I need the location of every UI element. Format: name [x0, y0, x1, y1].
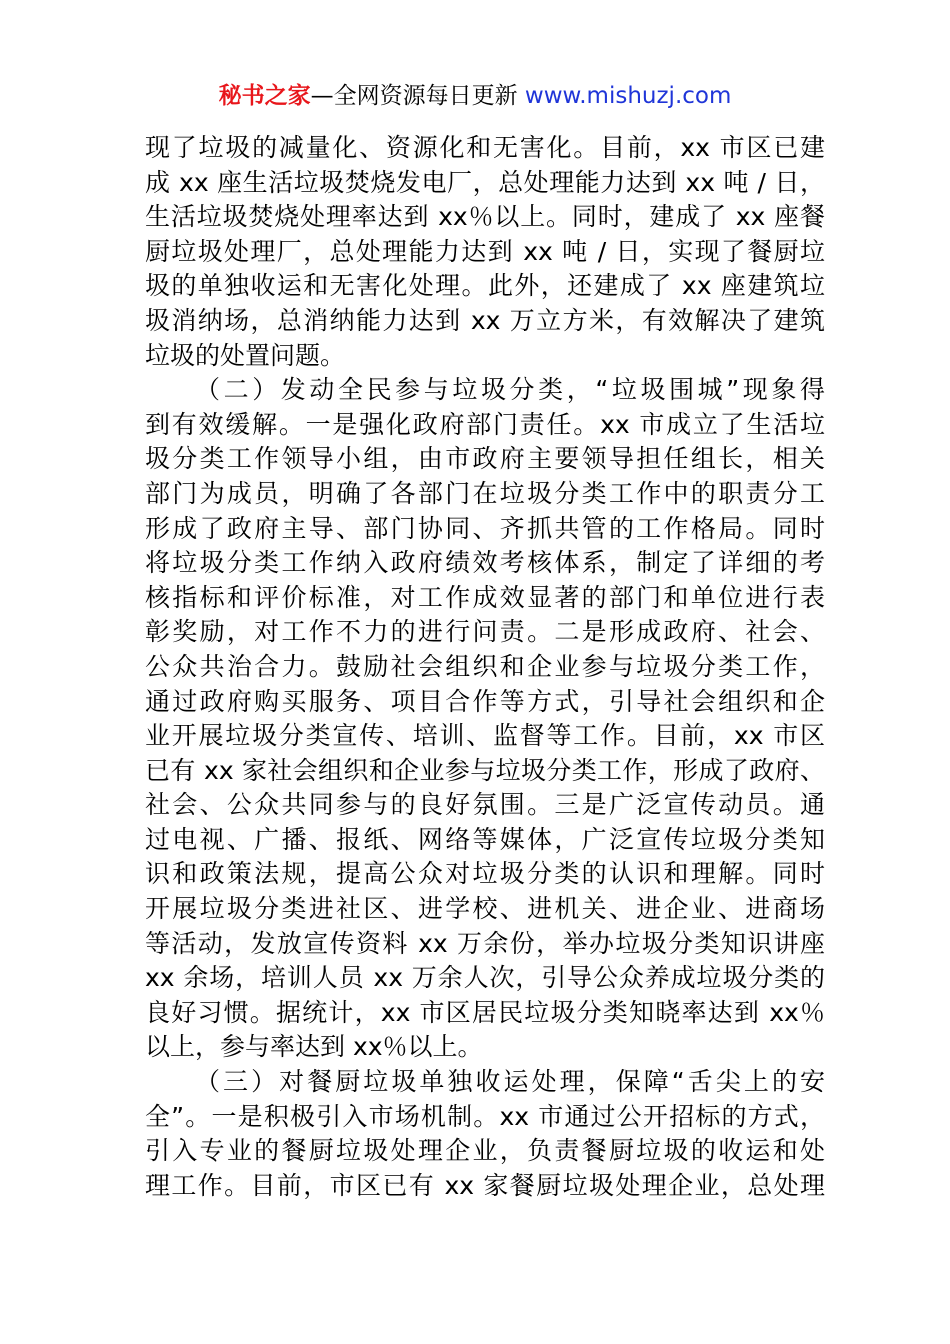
text-line: 形成了政府主导、部门协同、齐抓共管的工作格局。同时	[145, 513, 825, 543]
text-line: 到有效缓解。一是强化政府部门责任。xx 市成立了生活垃	[145, 409, 825, 439]
paragraph-3	[145, 1065, 825, 1203]
text-line: 将垃圾分类工作纳入政府绩效考核体系，制定了详细的考	[145, 548, 825, 578]
text-line: 圾消纳场，总消纳能力达到 xx 万立方米，有效解决了建筑	[145, 305, 825, 335]
text-line: 垃圾的处置问题。	[145, 340, 346, 370]
text-line: 通过政府购买服务、项目合作等方式，引导社会组织和企	[145, 686, 825, 716]
text-line: 以上，参与率达到 xx％以上。	[145, 1032, 483, 1062]
text-line: 彰奖励，对工作不力的进行问责。二是形成政府、社会、	[145, 617, 825, 647]
document-body	[145, 131, 825, 1203]
text-line: 识和政策法规，提高公众对垃圾分类的认识和理解。同时	[145, 859, 825, 889]
text-line: xx 余场，培训人员 xx 万余人次，引导公众养成垃圾分类的	[145, 963, 825, 993]
text-line: 生活垃圾焚烧处理率达到 xx％以上。同时，建成了 xx 座餐	[145, 202, 825, 232]
text-line: 社会、公众共同参与的良好氛围。三是广泛宣传动员。通	[145, 790, 825, 820]
text-line: 理工作。目前，市区已有 xx 家餐厨垃圾处理企业，总处理	[145, 1170, 825, 1200]
text-line: 引入专业的餐厨垃圾处理企业，负责餐厨垃圾的收运和处	[145, 1136, 825, 1166]
site-brand: 秘书之家	[218, 83, 311, 109]
text-line: 核指标和评价标准，对工作成效显著的部门和单位进行表	[145, 582, 825, 612]
text-line: 业开展垃圾分类宣传、培训、监督等工作。目前，xx 市区	[145, 721, 825, 751]
text-line: 部门为成员，明确了各部门在垃圾分类工作中的职责分工	[145, 478, 825, 508]
text-line: 圾的单独收运和无害化处理。此外，还建成了 xx 座建筑垃	[145, 271, 825, 301]
text-line: 良好习惯。据统计，xx 市区居民垃圾分类知晓率达到 xx％	[145, 997, 825, 1027]
text-line: 已有 xx 家社会组织和企业参与垃圾分类工作，形成了政府、	[145, 755, 825, 785]
paragraph-2	[145, 373, 825, 1065]
paragraph-1	[145, 131, 825, 373]
text-line: 厨垃圾处理厂，总处理能力达到 xx 吨 / 日，实现了餐厨垃	[145, 236, 825, 266]
text-line: 现了垃圾的减量化、资源化和无害化。目前，xx 市区已建	[145, 133, 825, 162]
text-line: 圾分类工作领导小组，由市政府主要领导担任组长，相关	[145, 444, 825, 474]
text-line: 公众共治合力。鼓励社会组织和企业参与垃圾分类工作，	[145, 651, 825, 681]
text-line: 开展垃圾分类进社区、进学校、进机关、进企业、进商场	[145, 894, 825, 924]
text-line: （三）对餐厨垃圾单独收运处理，保障“舌尖上的安	[195, 1067, 825, 1097]
site-tagline: —全网资源每日更新	[310, 83, 525, 109]
text-line: 过电视、广播、报纸、网络等媒体，广泛宣传垃圾分类知	[145, 824, 825, 854]
site-header	[0, 80, 950, 112]
text-line: 成 xx 座生活垃圾焚烧发电厂，总处理能力达到 xx 吨 / 日，	[145, 167, 825, 197]
text-line: （二）发动全民参与垃圾分类，“垃圾围城”现象得	[195, 375, 825, 405]
text-line: 全”。一是积极引入市场机制。xx 市通过公开招标的方式，	[145, 1101, 825, 1131]
text-line: 等活动，发放宣传资料 xx 万余份，举办垃圾分类知识讲座	[145, 928, 825, 958]
site-url-link[interactable]: www.mishuzj.com	[524, 83, 732, 109]
